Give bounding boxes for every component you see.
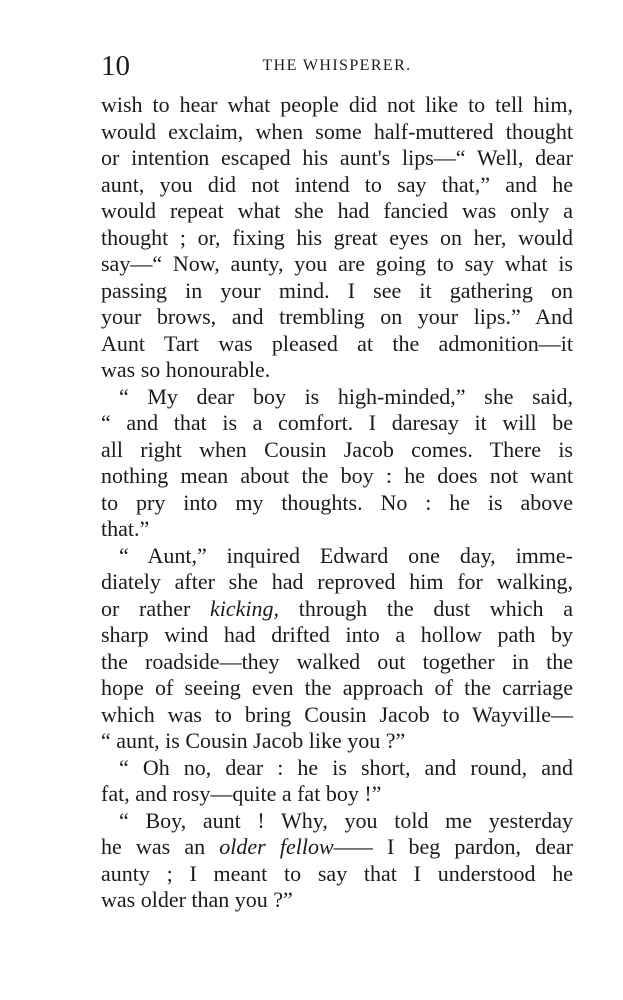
text-line: say—“ Now, aunty, you are going to say what is (101, 251, 573, 276)
text-line: hope of seeing even the approach of the carriage (101, 675, 573, 700)
text-line: “ and that is a comfort. I daresay it will be (101, 410, 573, 435)
text-line: passing in your mind. I see it gathering on (101, 277, 573, 303)
running-title: THE WHISPERER. (262, 57, 412, 74)
italic-text: older fellow—— (219, 834, 373, 859)
text-line: to pry into my thoughts. No : he is above (101, 489, 573, 515)
text-run: through the dust which a (279, 595, 573, 621)
paragraph-start-line: “ Aunt,” inquired Edward one day, imme- (119, 542, 573, 568)
paragraph-end-line: fat, and rosy—quite a fat boy !” (101, 781, 382, 806)
page-number: 10 (101, 50, 130, 82)
body-text (101, 92, 573, 914)
italic-text: kicking, (210, 595, 280, 621)
running-head (101, 48, 573, 84)
text-line-with-italic (101, 834, 573, 861)
text-line: all right when Cousin Jacob comes. There is (101, 436, 573, 462)
text-line: Aunt Tart was pleased at the admonition—it (101, 330, 573, 356)
text-line: would repeat what she had fancied was only a (101, 198, 573, 223)
text-line: nothing mean about the boy : he does not want (101, 463, 573, 488)
text-line: diately after she had reproved him for walking, (101, 569, 573, 594)
text-line: the roadside—they walked out together in the (101, 648, 573, 674)
paragraph-end-line: “ aunt, is Cousin Jacob like you ?” (101, 728, 406, 753)
text-line: sharp wind had drifted into a hollow path by (101, 622, 573, 647)
text-line: aunty ; I meant to say that I understood he (101, 860, 573, 886)
text-line: wish to hear what people did not like to tell him, (101, 92, 573, 117)
text-line: thought ; or, fixing his great eyes on her, would (101, 224, 573, 250)
paragraph-start-line: “ Boy, aunt ! Why, you told me yesterday (119, 807, 573, 833)
text-line: aunt, you did not intend to say that,” and he (101, 171, 573, 197)
paragraph-end-line: was older than you ?” (101, 887, 293, 912)
paragraph-end-line: that.” (101, 516, 150, 541)
paragraph-start-line: “ Oh no, dear : he is short, and round, and (119, 754, 573, 780)
text-line-with-italic (101, 596, 573, 623)
text-run: he was an (101, 834, 220, 859)
paragraph-start-line: “ My dear boy is high-minded,” she said, (119, 383, 573, 409)
text-run: I beg pardon, dear (372, 834, 573, 859)
paragraph-end-line: was so honourable. (101, 357, 271, 382)
text-line: would exclaim, when some half-muttered thought (101, 118, 573, 144)
text-line: which was to bring Cousin Jacob to Wayville— (101, 701, 573, 727)
text-run: or rather (101, 595, 210, 621)
text-line: your brows, and trembling on your lips.” And (101, 304, 573, 329)
text-line: or intention escaped his aunt's lips—“ Well, dear (101, 145, 573, 170)
